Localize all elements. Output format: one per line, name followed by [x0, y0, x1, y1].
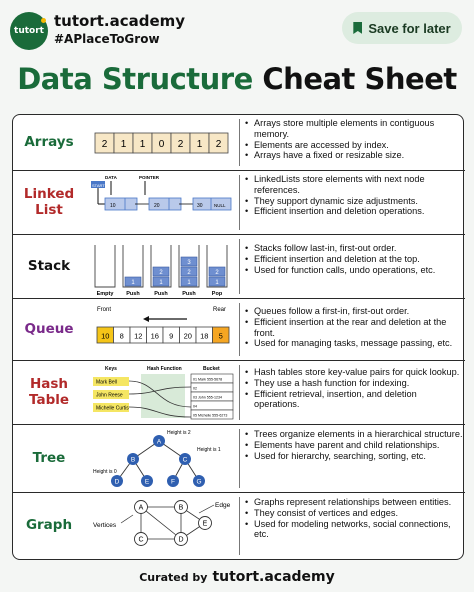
graph-illustration	[87, 493, 237, 559]
stack-diagram	[87, 235, 237, 299]
tree-node-label: G	[196, 478, 202, 486]
title-part1: Data Structure	[17, 62, 253, 96]
tree-node-label: F	[171, 478, 175, 486]
footer-brand: tutort.academy	[212, 569, 335, 585]
row-label: Stack	[27, 257, 71, 274]
queue-value: 20	[183, 331, 192, 341]
save-label: Save for later	[368, 20, 451, 36]
bullet: • Used for hierarchy, searching, sorting, etc.	[243, 451, 463, 462]
bullet: • Used for function calls, undo operations, etc.	[243, 265, 463, 276]
row-queue	[13, 299, 465, 361]
stack-value: 1	[159, 280, 163, 286]
logo-icon	[10, 12, 48, 50]
array-value: 1	[139, 139, 146, 150]
height-root-label: Height is 2	[167, 430, 191, 436]
row-stack	[13, 235, 465, 299]
footer	[0, 562, 474, 592]
linked-list-bullets	[243, 174, 463, 217]
hash-function-box	[141, 374, 185, 418]
hash-key: John Reese	[96, 392, 123, 399]
node-value: 30	[197, 203, 203, 209]
bullet: • Trees organize elements in a hierarchical structure.	[243, 429, 463, 440]
tree-diagram	[87, 425, 237, 493]
bucket-value: 02	[193, 386, 197, 391]
bullet: • Efficient insertion and deletion operations.	[243, 206, 463, 217]
front-label: Front	[97, 307, 112, 313]
rear-label: Rear	[213, 307, 227, 313]
header	[0, 0, 474, 62]
row-tree	[13, 425, 465, 493]
bullet: • Used for modeling networks, social connections, etc.	[243, 519, 463, 541]
bullet: • LinkedLists store elements with next node references.	[243, 174, 463, 196]
array-value: 2	[101, 139, 108, 150]
tree-node-label: A	[156, 438, 162, 446]
tree-illustration	[87, 425, 237, 492]
row-label: Queue	[24, 320, 74, 337]
row-label: Hash Table	[28, 375, 70, 408]
array-value: 1	[196, 139, 203, 150]
bullet: • Hash tables store key-value pairs for quick lookup.	[243, 367, 463, 378]
bullet: • Arrays have a fixed or resizable size.	[243, 150, 463, 161]
bucket-title: Bucket	[203, 366, 220, 372]
page-title	[0, 62, 474, 96]
row-arrays	[13, 115, 465, 171]
bucket-cell	[191, 383, 233, 392]
graph-vertex-label: C	[138, 536, 144, 544]
hash-table-illustration	[87, 361, 237, 424]
bullet: • Elements have parent and child relationships.	[243, 440, 463, 451]
bookmark-icon	[353, 22, 362, 34]
bucket-value: 04	[193, 404, 197, 409]
pointer-label: POINTER	[139, 175, 160, 180]
tree-node-label: C	[182, 456, 188, 464]
cheat-sheet-table	[12, 114, 464, 560]
stack-op-label: Empty	[96, 291, 114, 297]
queue-value: 8	[119, 331, 124, 341]
array-value: 2	[215, 139, 222, 150]
stack-value: 1	[187, 280, 191, 286]
stack-op-label: Pop	[211, 291, 223, 297]
queue-value: 9	[169, 331, 174, 341]
stack-value: 2	[159, 270, 163, 276]
linked-list-diagram	[87, 171, 237, 235]
bucket-value: 01 Mark 555-5678	[193, 377, 223, 382]
tree-node-label: B	[130, 456, 136, 464]
bullet: • Queues follow a first-in, first-out order.	[243, 306, 463, 317]
tree-node-label: D	[114, 478, 120, 486]
vertices-label: Vertices	[93, 522, 117, 529]
queue-value: 5	[218, 331, 223, 341]
queue-value: 12	[134, 331, 143, 341]
data-label: DATA	[105, 175, 117, 180]
array-value: 2	[177, 139, 184, 150]
curated-label: Curated by	[139, 570, 208, 584]
queue-value: 10	[101, 331, 110, 341]
bucket-cell	[191, 401, 233, 410]
arrays-illustration	[87, 115, 237, 170]
stack-value: 1	[215, 280, 219, 286]
vertices-pointer	[121, 515, 133, 523]
queue-diagram	[87, 299, 237, 361]
stack-illustration	[87, 235, 237, 298]
graph-vertex-label: A	[138, 504, 144, 512]
queue-arrow-head	[143, 316, 149, 322]
tree-node-label: E	[144, 478, 150, 486]
bullet: • Efficient insertion at the rear and deletion at the front.	[243, 317, 463, 339]
queue-illustration	[87, 299, 237, 360]
bullet: • Efficient retrieval, insertion, and deletion operations.	[243, 389, 463, 411]
stack-op-label: Push	[126, 291, 140, 297]
bullet: • Stacks follow last-in, first-out order.	[243, 243, 463, 254]
bullet: • They consist of vertices and edges.	[243, 508, 463, 519]
tree-bullets	[243, 429, 463, 461]
height-child-label: Height is 1	[197, 447, 221, 453]
node-value: 20	[154, 203, 160, 209]
stack-container	[95, 245, 115, 287]
array-value: 1	[120, 139, 127, 150]
bucket-value: 03 John 555-1234	[193, 395, 222, 400]
bullet: • Graphs represent relationships between entities.	[243, 497, 463, 508]
height-leaf-label: Height is 0	[93, 469, 117, 475]
row-label: Tree	[32, 449, 66, 466]
hash-table-diagram	[87, 361, 237, 425]
hash-function-title: Hash Function	[147, 366, 182, 372]
row-hash-table	[13, 361, 465, 425]
graph-edge	[138, 504, 181, 539]
save-for-later-button[interactable]	[342, 12, 462, 44]
graph-vertex-label: E	[202, 520, 208, 528]
array-value: 0	[158, 139, 165, 150]
edge-label: Edge	[215, 502, 231, 509]
null-label: NULL	[214, 203, 226, 208]
row-graph	[13, 493, 465, 559]
stack-value: 3	[187, 260, 191, 266]
bullet: • They support dynamic size adjustments.	[243, 196, 463, 207]
bullet: • Arrays store multiple elements in contiguous memory.	[243, 118, 463, 140]
stack-value: 1	[131, 280, 135, 286]
row-label: Graph	[25, 517, 73, 534]
edge-pointer	[199, 505, 214, 513]
stack-value: 2	[215, 270, 219, 276]
node-value: 10	[110, 203, 116, 209]
stack-op-label: Push	[182, 291, 196, 297]
queue-value: 18	[200, 331, 209, 341]
row-label: Arrays	[24, 133, 74, 150]
bullet: • Elements are accessed by index.	[243, 140, 463, 151]
arrays-bullets	[243, 118, 463, 161]
stack-bullets	[243, 243, 463, 275]
graph-vertex-label: B	[178, 504, 184, 512]
logo-text: tutort	[14, 26, 44, 36]
arrays-diagram	[87, 115, 237, 171]
row-linked-list	[13, 171, 465, 235]
stack-value: 2	[187, 270, 191, 276]
keys-title: Keys	[105, 366, 117, 372]
title-part2: Cheat Sheet	[262, 62, 457, 96]
bullet: • Used for managing tasks, message passing, etc.	[243, 338, 463, 349]
hash-key: Mark Bell	[96, 379, 117, 386]
queue-value: 16	[150, 331, 159, 341]
brand-name: tutort.academy	[54, 12, 186, 30]
graph-vertex-label: D	[178, 536, 184, 544]
stack-op-label: Push	[154, 291, 168, 297]
row-label: Linked List	[23, 185, 75, 218]
linked-list-illustration	[87, 171, 237, 234]
hash-key: Michelle Curtis	[96, 405, 129, 412]
bullet: • Efficient insertion and deletion at the top.	[243, 254, 463, 265]
hash-table-bullets	[243, 367, 463, 410]
bullet: • They use a hash function for indexing.	[243, 378, 463, 389]
hashtag: #APlaceToGrow	[54, 32, 160, 46]
start-label: START	[92, 183, 105, 188]
queue-bullets	[243, 306, 463, 349]
graph-diagram	[87, 493, 237, 559]
bucket-value: 05 Michelle 555-6273	[193, 413, 228, 418]
graph-bullets	[243, 497, 463, 540]
